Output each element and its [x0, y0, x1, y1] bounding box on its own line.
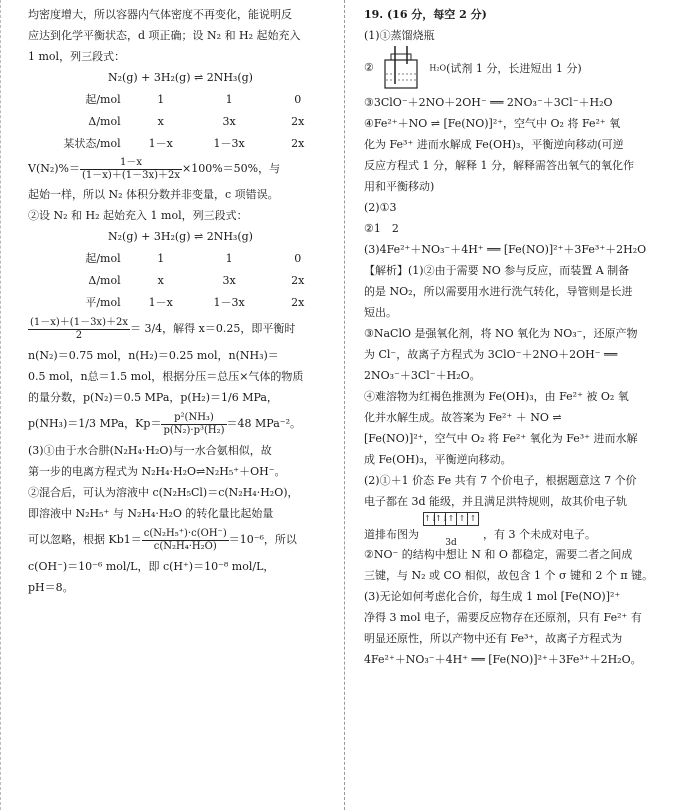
ice-table-2-cell: 2x: [291, 295, 305, 309]
apparatus-line: [364, 46, 680, 92]
orbital-box: ↑: [446, 513, 457, 525]
right-line-17: ④难溶物为红褐色推测为 Fe(OH)₃，由 Fe²⁺ 被 O₂ 氧: [364, 390, 629, 403]
right-line-11: 【解析】(1)②由于需要 NO 参与反应，而装置 A 制备: [364, 264, 630, 277]
right-line-26: (3)无论如何考虑化合价，每生成 1 mol [Fe(NO)]²⁺: [364, 590, 621, 603]
ice-table-2-cell: 1: [157, 251, 165, 265]
ice-table-1-cell: 3x: [222, 114, 236, 128]
right-line-19: [Fe(NO)]²⁺，空气中 O₂ 将 Fe²⁺ 氧化为 Fe³⁺ 进而水解: [364, 432, 638, 445]
orbital-box: ↑: [469, 514, 477, 523]
ice-table-1-cell: Δ/mol: [88, 114, 121, 128]
left-line-14: ②混合后，可认为溶液中 c(N₂H₅Cl)＝c(N₂H₄·H₂O)，: [28, 486, 299, 499]
ice-table-2-cell: 0: [294, 251, 302, 265]
right-line-16: 2NO₃⁻＋3Cl⁻＋H₂O。: [364, 369, 481, 382]
ice-table-2-cell: 1－3x: [213, 296, 245, 309]
ice-table-2-cell: 1－x: [148, 296, 173, 309]
left-line-8: n(N₂)＝0.75 mol，n(H₂)＝0.25 mol，n(NH₃)＝: [28, 349, 279, 362]
ice-table-1-row: [48, 88, 332, 110]
ice-table-1-cell: 1－x: [148, 137, 173, 150]
frac2-numerator: (1－x)＋(1－3x)＋2x: [30, 316, 128, 328]
volume-fraction-line: [28, 154, 332, 184]
right-line-24: ②NO⁻ 的结构中想让 N 和 O 都稳定，需要二者之间成: [364, 548, 633, 561]
ice-table-2-row: [48, 291, 332, 313]
right-line-8: (2)①3: [364, 201, 397, 214]
kb-fraction: [142, 528, 229, 553]
ice-table-1-cell: 1－3x: [213, 137, 245, 150]
orbital-suffix: ，有 3 个未成对电子。: [483, 528, 596, 541]
orbital-line: [364, 512, 680, 548]
ice-table-2-cell: 3x: [222, 273, 236, 287]
ice-table-1-row: [48, 132, 332, 154]
left-line-10: 的量分数，p(N₂)＝0.5 MPa，p(H₂)＝1/6 MPa，: [28, 391, 278, 404]
vfrac-prefix: V(N₂)%＝: [28, 162, 81, 175]
ice-table-1-cell: 某状态/mol: [63, 137, 121, 150]
frac2-denominator: 2: [75, 329, 83, 341]
right-line-7: 用和平衡移动): [364, 180, 435, 193]
left-line-6: ②设 N₂ 和 H₂ 起始充入 1 mol，列三段式：: [28, 209, 248, 222]
right-line-20: 成 Fe(OH)₃，平衡逆向移动。: [364, 453, 512, 466]
right-line-10: (3)4Fe²⁺＋NO₃⁻＋4H⁺ ══ [Fe(NO)]²⁺＋3Fe³⁺＋2H₂O: [364, 243, 647, 256]
orbital-label: 3d: [445, 538, 457, 548]
right-line-18: 化并水解生成。故答案为 Fe²⁺ ＋ NO ⇌: [364, 411, 562, 424]
ice-table-2-row: [48, 247, 332, 269]
frac2-suffix: ＝ 3/4，解得 x＝0.25，即平衡时: [129, 322, 296, 335]
ice-table-2-cell: x: [157, 273, 164, 287]
orbital-box: ↑↓: [435, 514, 449, 523]
right-line-3: ③3ClO⁻＋2NO＋2OH⁻ ══ 2NO₃⁻＋3Cl⁻＋H₂O: [364, 96, 613, 109]
orbital-prefix: 道排布图为: [364, 528, 419, 541]
right-line-4: ④Fe²⁺＋NO ⇌ [Fe(NO)]²⁺，空气中 O₂ 将 Fe²⁺ 氧: [364, 117, 621, 130]
ice-table-2-row: [48, 269, 332, 291]
ice-table-1: [48, 88, 332, 154]
kb-line: [28, 524, 332, 556]
ice-table-1-cell: 2x: [291, 114, 305, 128]
vfrac-numerator: 1－x: [80, 157, 182, 170]
ice-table-1-cell: 1: [225, 92, 233, 106]
right-line-25: 三键，与 N₂ 或 CO 相似，故包含 1 个 σ 键和 2 个 π 键。: [364, 569, 654, 582]
right-line-13: 短出。: [364, 306, 397, 319]
ice-table-1-cell: 起/mol: [85, 93, 121, 106]
vfrac-suffix: ×100%＝50%，与: [182, 162, 281, 175]
right-line-12: 的是 NO₂，所以需要用水进行洗气转化，导管则是长进: [364, 285, 633, 298]
ice-table-1-row: [48, 110, 332, 132]
fraction-2-line: [28, 313, 332, 345]
right-column: [352, 0, 690, 810]
right-line-21: (2)①＋1 价态 Fe 共有 7 个价电子，根据题意这 7 个价: [364, 474, 637, 487]
ice-table-2: [48, 247, 332, 313]
orbital-boxes: [423, 512, 479, 526]
ice-table-2-cell: 起/mol: [85, 252, 121, 265]
orbital-box: ↑↓: [424, 514, 438, 523]
left-line-3: 1 mol，列三段式：: [28, 50, 126, 63]
left-line-18: pH＝8。: [28, 581, 74, 594]
ice-table-2-cell: Δ/mol: [88, 273, 121, 287]
apparatus-prefix: ②: [364, 61, 374, 74]
right-line-27: 净得 3 mol 电子，需要反应物存在还原剂，只有 Fe²⁺ 有: [364, 611, 642, 624]
right-line-15: 为 Cl⁻，故离子方程式为 3ClO⁻＋2NO＋2OH⁻ ══: [364, 348, 618, 361]
right-line-14: ③NaClO 是强氧化剂，将 NO 氧化为 NO₃⁻，还原产物: [364, 327, 638, 340]
kp-fraction: [161, 412, 226, 437]
right-line-28: 明显还原性，所以产物中还有 Fe³⁺，故离子方程式为: [364, 632, 623, 645]
kp-prefix: p(NH₃)＝1/3 MPa，Kp＝: [28, 417, 162, 430]
water-label: H₂O: [429, 63, 447, 73]
frac2-fraction: [28, 317, 130, 342]
left-column: [0, 0, 338, 810]
left-line-2: 应达到化学平衡状态，d 项正确；设 N₂ 和 H₂ 起始充入: [28, 29, 301, 42]
ice-table-1-cell: 1: [157, 92, 165, 106]
right-line-5: 化为 Fe³⁺ 进而水解成 Fe(OH)₃，平衡逆向移动(可逆: [364, 138, 624, 151]
ice-table-1-cell: 2x: [291, 136, 305, 150]
kb-denominator: c(N₂H₄·H₂O): [153, 540, 217, 552]
left-line-17: c(OH⁻)＝10⁻⁶ mol/L，即 c(H⁺)＝10⁻⁸ mol/L，: [28, 560, 275, 573]
right-line-1: (1)①蒸馏烧瓶: [364, 29, 435, 42]
gas-washing-bottle-icon: [377, 46, 429, 90]
left-line-15: 即溶液中 N₂H₅⁺ 与 N₂H₄·H₂O 的转化量比起始量: [28, 507, 274, 520]
apparatus-note: (试剂 1 分，长进短出 1 分): [446, 62, 582, 75]
kb-numerator: c(N₂H₅⁺)·c(OH⁻): [143, 527, 227, 539]
right-line-29: 4Fe²⁺＋NO₃⁻＋4H⁺ ══ [Fe(NO)]²⁺＋3Fe³⁺＋2H₂O。: [364, 653, 642, 666]
left-line-12: (3)①由于水合肼(N₂H₄·H₂O)与一水合氨相似，故: [28, 444, 272, 457]
vfrac-denominator: (1－x)＋(1－3x)＋2x: [82, 169, 180, 181]
right-line-6: 反应方程式 1 分，解释 1 分，解释需答出氧气的氧化作: [364, 159, 634, 172]
right-line-22: 电子都在 3d 能级，并且满足洪特规则，故其价电子轨: [364, 495, 628, 508]
column-divider: [344, 0, 345, 810]
kb-prefix: 可以忽略，根据 Kb1＝: [28, 533, 142, 546]
kp-numerator: p²(NH₃): [161, 412, 226, 425]
ice-table-1-cell: 0: [294, 92, 302, 106]
question-19-heading: 19. (16 分，每空 2 分): [364, 8, 487, 21]
right-line-9: ②1 2: [364, 222, 399, 235]
kp-denominator: p(N₂)·p³(H₂): [163, 424, 225, 436]
kp-line: [28, 408, 332, 440]
kp-suffix: ＝48 MPa⁻²。: [226, 417, 301, 430]
vfrac-fraction: [80, 157, 182, 182]
left-line-9: 0.5 mol，n总＝1.5 mol，根据分压＝总压×气体的物质: [28, 370, 304, 383]
ice-table-2-cell: 1: [225, 251, 233, 265]
ice-table-2-cell: 2x: [291, 273, 305, 287]
orbital-box: ↑: [457, 513, 468, 525]
left-line-13: 第一步的电离方程式为 N₂H₄·H₂O⇌N₂H₅⁺＋OH⁻。: [28, 465, 286, 478]
left-line-5: 起始一样，所以 N₂ 体积分数并非变量，c 项错误。: [28, 188, 279, 201]
equation-1: N₂(g) + 3H₂(g) ⇌ 2NH₃(g): [108, 71, 253, 84]
equation-2: N₂(g) + 3H₂(g) ⇌ 2NH₃(g): [108, 230, 253, 243]
kb-suffix: ＝10⁻⁶，所以: [228, 533, 297, 546]
ice-table-1-cell: x: [157, 114, 164, 128]
left-line-1: 均密度增大，所以容器内气体密度不再变化，能说明反: [28, 8, 292, 21]
ice-table-2-cell: 平/mol: [85, 296, 121, 309]
